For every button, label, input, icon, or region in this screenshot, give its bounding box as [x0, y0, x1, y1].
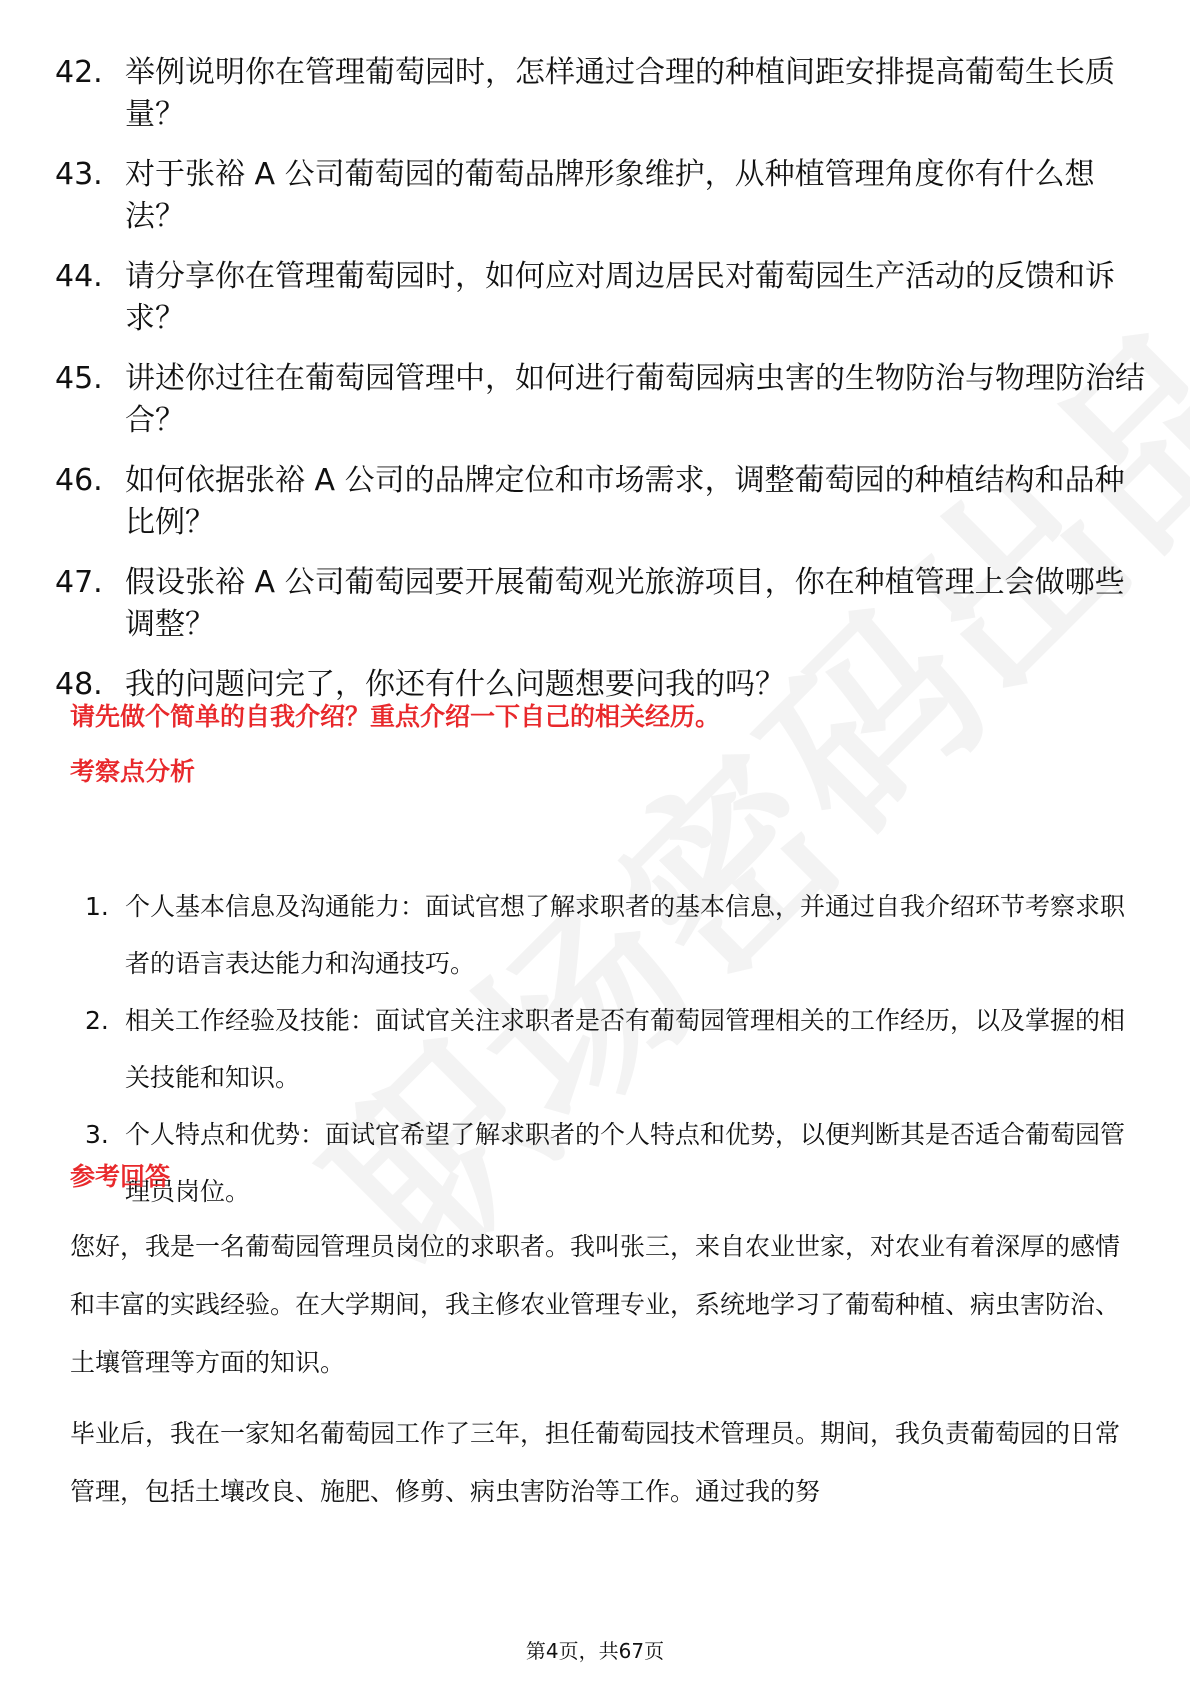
page-number: 第4页，共67页 [525, 1639, 665, 1663]
answer-paragraph: 毕业后，我在一家知名葡萄园工作了三年，担任葡萄园技术管理员。期间，我负责葡萄园的日常管理，包括土壤改良、施肥、修剪、病虫害防治等工作。通过我的努 [70, 1419, 1121, 1506]
analysis-heading: 考察点分析 [70, 757, 196, 786]
question-text: 举例说明你在管理葡萄园时，怎样通过合理的种植间距安排提高葡萄生长质量？ [125, 55, 1115, 132]
question-text: 对于张裕 A 公司葡萄园的葡萄品牌形象维护，从种植管理角度你有什么想法？ [125, 157, 1095, 234]
question-item [55, 154, 1145, 238]
question-item [55, 460, 1145, 544]
question-item [55, 562, 1145, 646]
question-text: 如何依据张裕 A 公司的品牌定位和市场需求，调整葡萄园的种植结构和品种比例？ [125, 463, 1125, 540]
question-text: 假设张裕 A 公司葡萄园要开展葡萄观光旅游项目，你在种植管理上会做哪些调整？ [125, 565, 1125, 642]
question-number: 43. [55, 157, 103, 192]
answer-paragraph: 您好，我是一名葡萄园管理员岗位的求职者。我叫张三，来自农业世家，对农业有着深厚的感情和丰富的实践经验。在大学期间，我主修农业管理专业，系统地学习了葡萄种植、病虫害防治、土壤管理等方面的知识。 [70, 1232, 1121, 1377]
point-number: 3. [85, 1120, 109, 1149]
question-number: 44. [55, 259, 103, 294]
analysis-point [85, 992, 1125, 1106]
question-item [55, 256, 1145, 340]
point-text: 个人基本信息及沟通能力：面试官想了解求职者的基本信息，并通过自我介绍环节考察求职者的语言表达能力和沟通技巧。 [125, 892, 1126, 978]
question-item [55, 52, 1145, 136]
question-number: 47. [55, 565, 103, 600]
question-text: 请分享你在管理葡萄园时，如何应对周边居民对葡萄园生产活动的反馈和诉求？ [125, 259, 1115, 336]
analysis-point [85, 1106, 1125, 1220]
question-number: 46. [55, 463, 103, 498]
analysis-point [85, 878, 1125, 992]
question-number: 42. [55, 55, 103, 90]
answer-heading: 参考回答 [70, 1162, 171, 1191]
analysis-point-list [85, 878, 1125, 1220]
point-text: 个人特点和优势：面试官希望了解求职者的个人特点和优势，以便判断其是否适合葡萄园管理员岗位。 [125, 1120, 1126, 1206]
point-number: 2. [85, 1006, 109, 1035]
interview-question-heading: 请先做个简单的自我介绍？重点介绍一下自己的相关经历。 [70, 702, 721, 731]
point-number: 1. [85, 892, 109, 921]
question-item [55, 358, 1145, 442]
point-text: 相关工作经验及技能：面试官关注求职者是否有葡萄园管理相关的工作经历，以及掌握的相关技能和知识。 [125, 1006, 1126, 1092]
question-text: 讲述你过往在葡萄园管理中，如何进行葡萄园病虫害的生物防治与物理防治结合？ [125, 361, 1145, 438]
question-text: 我的问题问完了，你还有什么问题想要问我的吗？ [125, 667, 785, 702]
question-number: 45. [55, 361, 103, 396]
question-list [55, 52, 1145, 724]
question-number: 48. [55, 667, 103, 702]
